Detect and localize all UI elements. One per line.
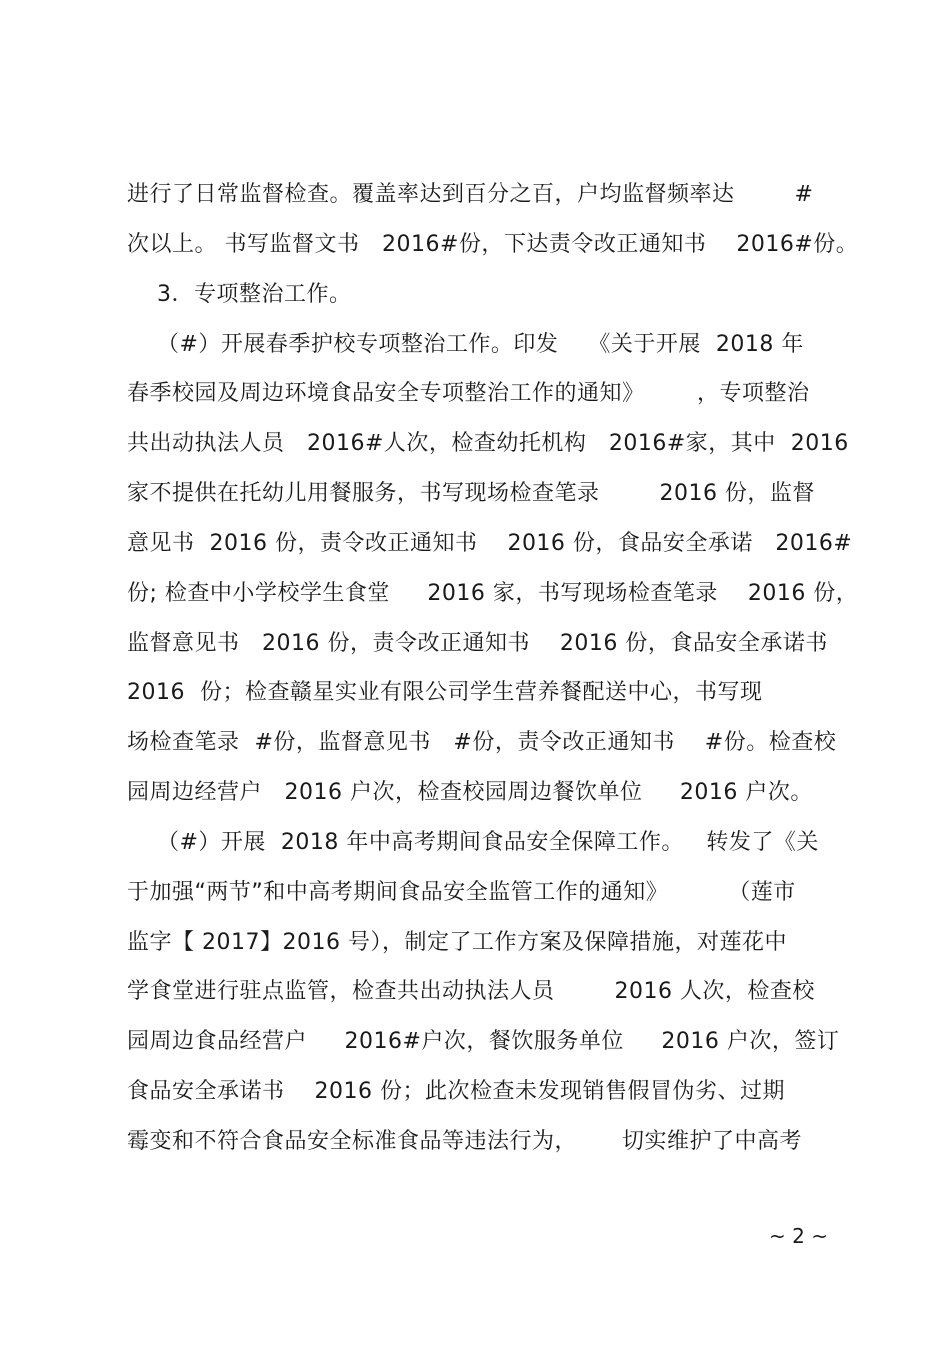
text-line: 园周边经营户 2016 户次，检查校园周边餐饮单位 2016 户次。 [127,780,813,805]
text-line: 共出动执法人员 2016#人次，检查幼托机构 2016#家，其中 2016 [127,431,849,456]
text-line: 份; 检查中小学校学生食堂 2016 家，书写现场检查笔录 2016 份， [127,581,859,606]
text-line: 监字【 2017】2016 号），制定了工作方案及保障措施，对莲花中 [127,930,787,955]
text-line: 霉变和不符合食品安全标准食品等违法行为， 切实维护了中高考 [127,1129,802,1154]
text-line: 家不提供在托幼儿用餐服务，书写现场检查笔录 2016 份，监督 [127,481,815,506]
text-line: 春季校园及周边环境食品安全专项整治工作的通知》 ，专项整治 [127,381,810,406]
section-heading: 3．专项整治工作。 [127,282,352,307]
text-line: 次以上。 书写监督文书 2016#份，下达责令改正通知书 2016#份。 [127,232,859,257]
text-line: 场检查笔录 #份，监督意见书 #份，责令改正通知书 #份。检查校 [127,730,837,755]
text-line: 监督意见书 2016 份，责令改正通知书 2016 份，食品安全承诺书 [127,631,828,656]
text-line: 2016 份；检查赣星实业有限公司学生营养餐配送中心，书写现 [127,680,763,705]
text-line: （#）开展 2018 年中高考期间食品安全保障工作。 转发了《关 [127,830,819,855]
text-line: 于加强“两节”和中高考期间食品安全监管工作的通知》 （莲市 [127,880,796,905]
text-line: 意见书 2016 份，责令改正通知书 2016 份，食品安全承诺 2016# [127,531,853,556]
text-line: （#）开展春季护校专项整治工作。印发 《关于开展 2018 年 [127,332,804,357]
text-line: 园周边食品经营户 2016#户次，餐饮服务单位 2016 户次，签订 [127,1029,840,1054]
page-number: ~ 2 ~ [769,1224,828,1248]
text-line: 学食堂进行驻点监管，检查共出动执法人员 2016 人次，检查校 [127,979,815,1004]
text-line: 进行了日常监督检查。覆盖率达到百分之百，户均监督频率达 # [127,182,814,207]
text-line: 食品安全承诺书 2016 份；此次检查未发现销售假冒伪劣、过期 [127,1079,785,1104]
